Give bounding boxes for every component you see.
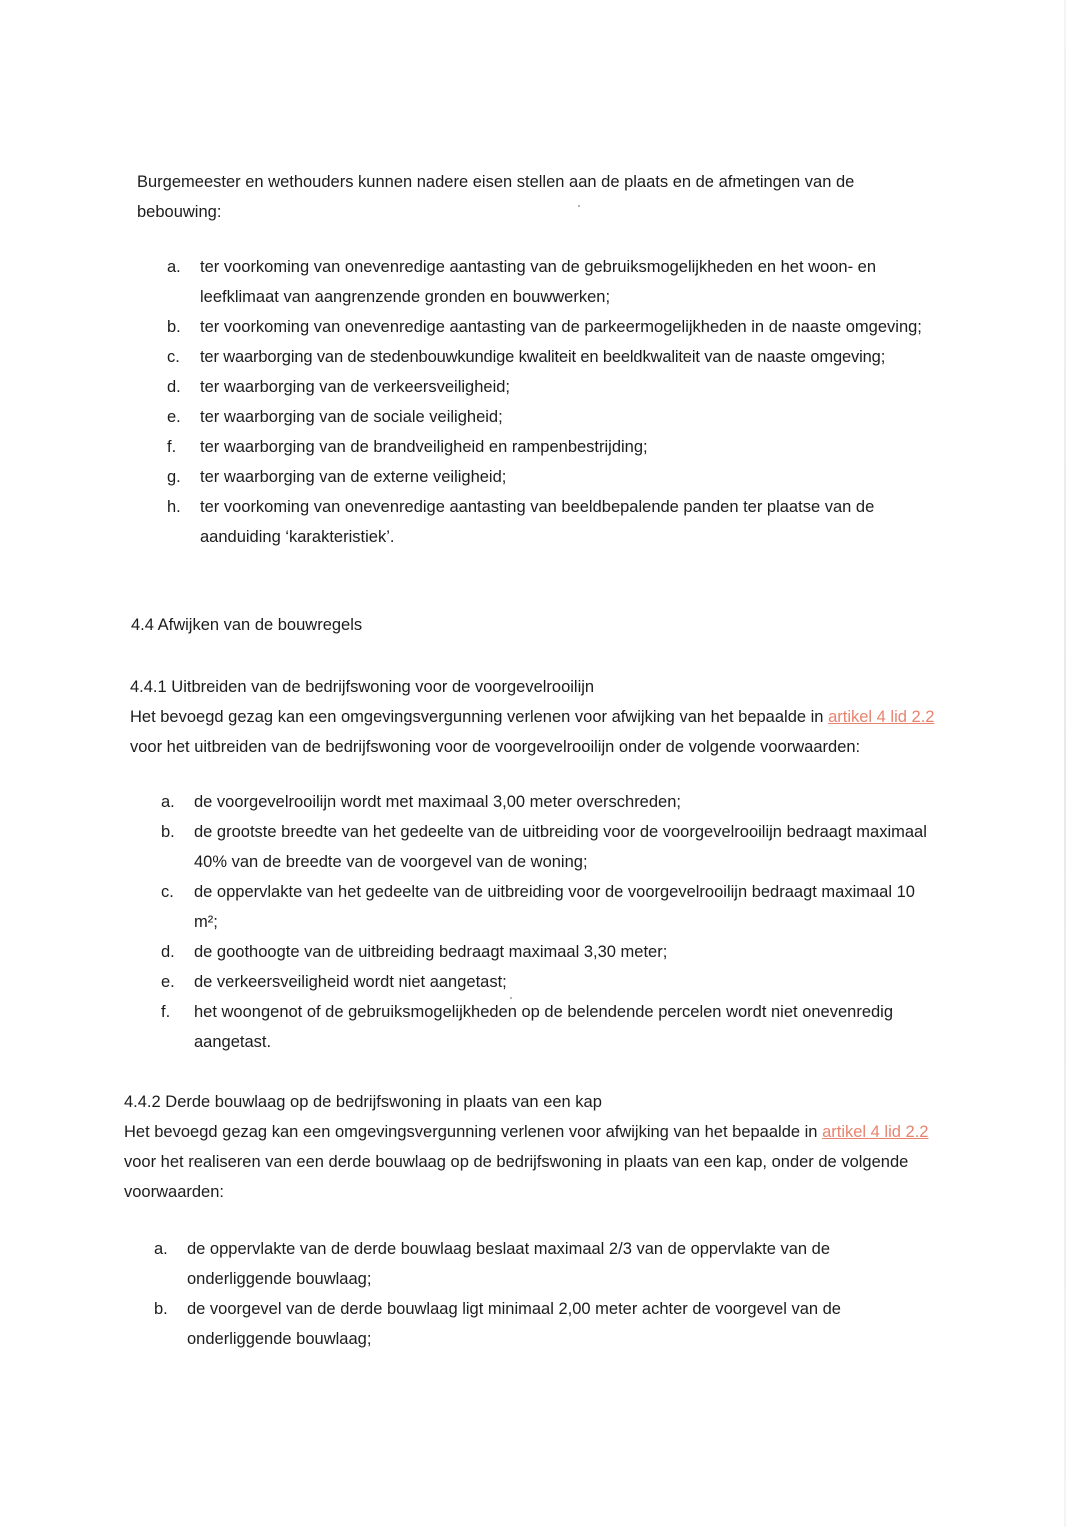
section-4-4-2-list	[154, 1234, 934, 1354]
list-marker: f.	[167, 438, 177, 456]
list-item-text: ter voorkoming van onevenredige aantasting van beeldbepalende panden ter plaatse van de aanduiding ‘karakteristiek’.	[200, 498, 875, 546]
list-marker: c.	[167, 348, 180, 366]
section-4-4	[131, 610, 961, 640]
list-item	[167, 432, 947, 462]
section-4-4-1	[130, 672, 945, 762]
list-item-text: ter waarborging van de verkeersveiligheid;	[200, 378, 511, 396]
list-marker: e.	[167, 408, 181, 426]
intro-paragraph: Burgemeester en wethouders kunnen nadere eisen stellen aan de plaats en de afmetingen van de bebouwing:	[137, 173, 855, 221]
list-item	[154, 1234, 934, 1294]
list-item	[161, 967, 941, 997]
list-item-text: ter waarborging van de brandveiligheid en rampenbestrijding;	[200, 438, 648, 456]
list-marker: g.	[167, 468, 181, 486]
list-item-text: de oppervlakte van de derde bouwlaag beslaat maximaal 2/3 van de oppervlakte van de onderliggende bouwlaag;	[187, 1240, 831, 1288]
paragraph-text: voor het realiseren van een derde bouwlaag op de bedrijfswoning in plaats van een kap, onder de volgende voorwaarden:	[124, 1153, 909, 1201]
article-reference-link[interactable]: artikel 4 lid 2.2	[828, 708, 935, 726]
list-marker: b.	[167, 318, 181, 336]
paragraph-text: Het bevoegd gezag kan een omgevingsvergunning verlenen voor afwijking van het bepaalde in	[130, 708, 829, 726]
list-item-text: ter waarborging van de sociale veiligheid;	[200, 408, 503, 426]
list-item-text: ter voorkoming van onevenredige aantasting van de gebruiksmogelijkheden en het woon- en leefklimaat van aangrenzende gronden en bouwwerken;	[200, 258, 877, 306]
list-item	[161, 997, 941, 1057]
list-marker: d.	[161, 943, 175, 961]
intro-list	[167, 252, 947, 552]
scan-edge-shadow	[1064, 0, 1066, 1527]
list-marker: a.	[154, 1240, 168, 1258]
list-item	[167, 252, 947, 312]
scan-speck	[578, 205, 580, 207]
list-item-text: de voorgevelrooilijn wordt met maximaal 3,00 meter overschreden;	[194, 793, 681, 811]
section-heading: 4.4 Afwijken van de bouwregels	[131, 616, 363, 634]
list-marker: b.	[154, 1300, 168, 1318]
list-item	[167, 372, 947, 402]
list-marker: b.	[161, 823, 175, 841]
list-item-text: ter waarborging van de externe veiligheid;	[200, 468, 507, 486]
list-marker: a.	[161, 793, 175, 811]
scan-speck	[510, 997, 512, 999]
list-marker: f.	[161, 1003, 171, 1021]
intro-block	[137, 167, 927, 227]
list-item-text: de oppervlakte van het gedeelte van de uitbreiding voor de voorgevelrooilijn bedraagt maximaal 10 m²;	[194, 883, 915, 931]
list-item	[161, 787, 941, 817]
section-heading: 4.4.2 Derde bouwlaag op de bedrijfswoning in plaats van een kap	[124, 1093, 602, 1111]
paragraph-text: voor het uitbreiden van de bedrijfswoning voor de voorgevelrooilijn onder de volgende voorwaarden:	[130, 738, 861, 756]
list-item	[161, 937, 941, 967]
list-item	[167, 342, 947, 372]
list-item	[167, 462, 947, 492]
paragraph-text: Het bevoegd gezag kan een omgevingsvergunning verlenen voor afwijking van het bepaalde in	[124, 1123, 823, 1141]
list-item	[167, 402, 947, 432]
list-marker: a.	[167, 258, 181, 276]
list-item-text: ter voorkoming van onevenredige aantasting van de parkeermogelijkheden in de naaste omgeving;	[200, 318, 922, 336]
list-item	[161, 817, 941, 877]
list-item	[167, 312, 947, 342]
list-item-text: de voorgevel van de derde bouwlaag ligt minimaal 2,00 meter achter de voorgevel van de onderliggende bouwlaag;	[187, 1300, 841, 1348]
list-marker: h.	[167, 498, 181, 516]
list-marker: e.	[161, 973, 175, 991]
list-marker: c.	[161, 883, 174, 901]
section-paragraph	[130, 702, 945, 762]
list-item-text: de goothoogte van de uitbreiding bedraagt maximaal 3,30 meter;	[194, 943, 668, 961]
list-item	[167, 492, 947, 552]
list-item-text: de verkeersveiligheid wordt niet aangetast;	[194, 973, 507, 991]
list-item-text: het woongenot of de gebruiksmogelijkheden op de belendende percelen wordt niet onevenredig aangetast.	[194, 1003, 894, 1051]
list-item	[161, 877, 941, 937]
list-item	[154, 1294, 934, 1354]
article-reference-link[interactable]: artikel 4 lid 2.2	[822, 1123, 929, 1141]
section-4-4-1-list	[161, 787, 941, 1057]
list-item-text: de grootste breedte van het gedeelte van de uitbreiding voor de voorgevelrooilijn bedraagt maximaal 40% van de breedte van de voorgevel van de woning;	[194, 823, 927, 871]
list-item-text: ter waarborging van de stedenbouwkundige kwaliteit en beeldkwaliteit van de naaste omgeving;	[200, 348, 886, 366]
section-4-4-2	[124, 1087, 939, 1207]
list-marker: d.	[167, 378, 181, 396]
section-heading: 4.4.1 Uitbreiden van de bedrijfswoning voor de voorgevelrooilijn	[130, 678, 595, 696]
section-paragraph	[124, 1117, 939, 1207]
